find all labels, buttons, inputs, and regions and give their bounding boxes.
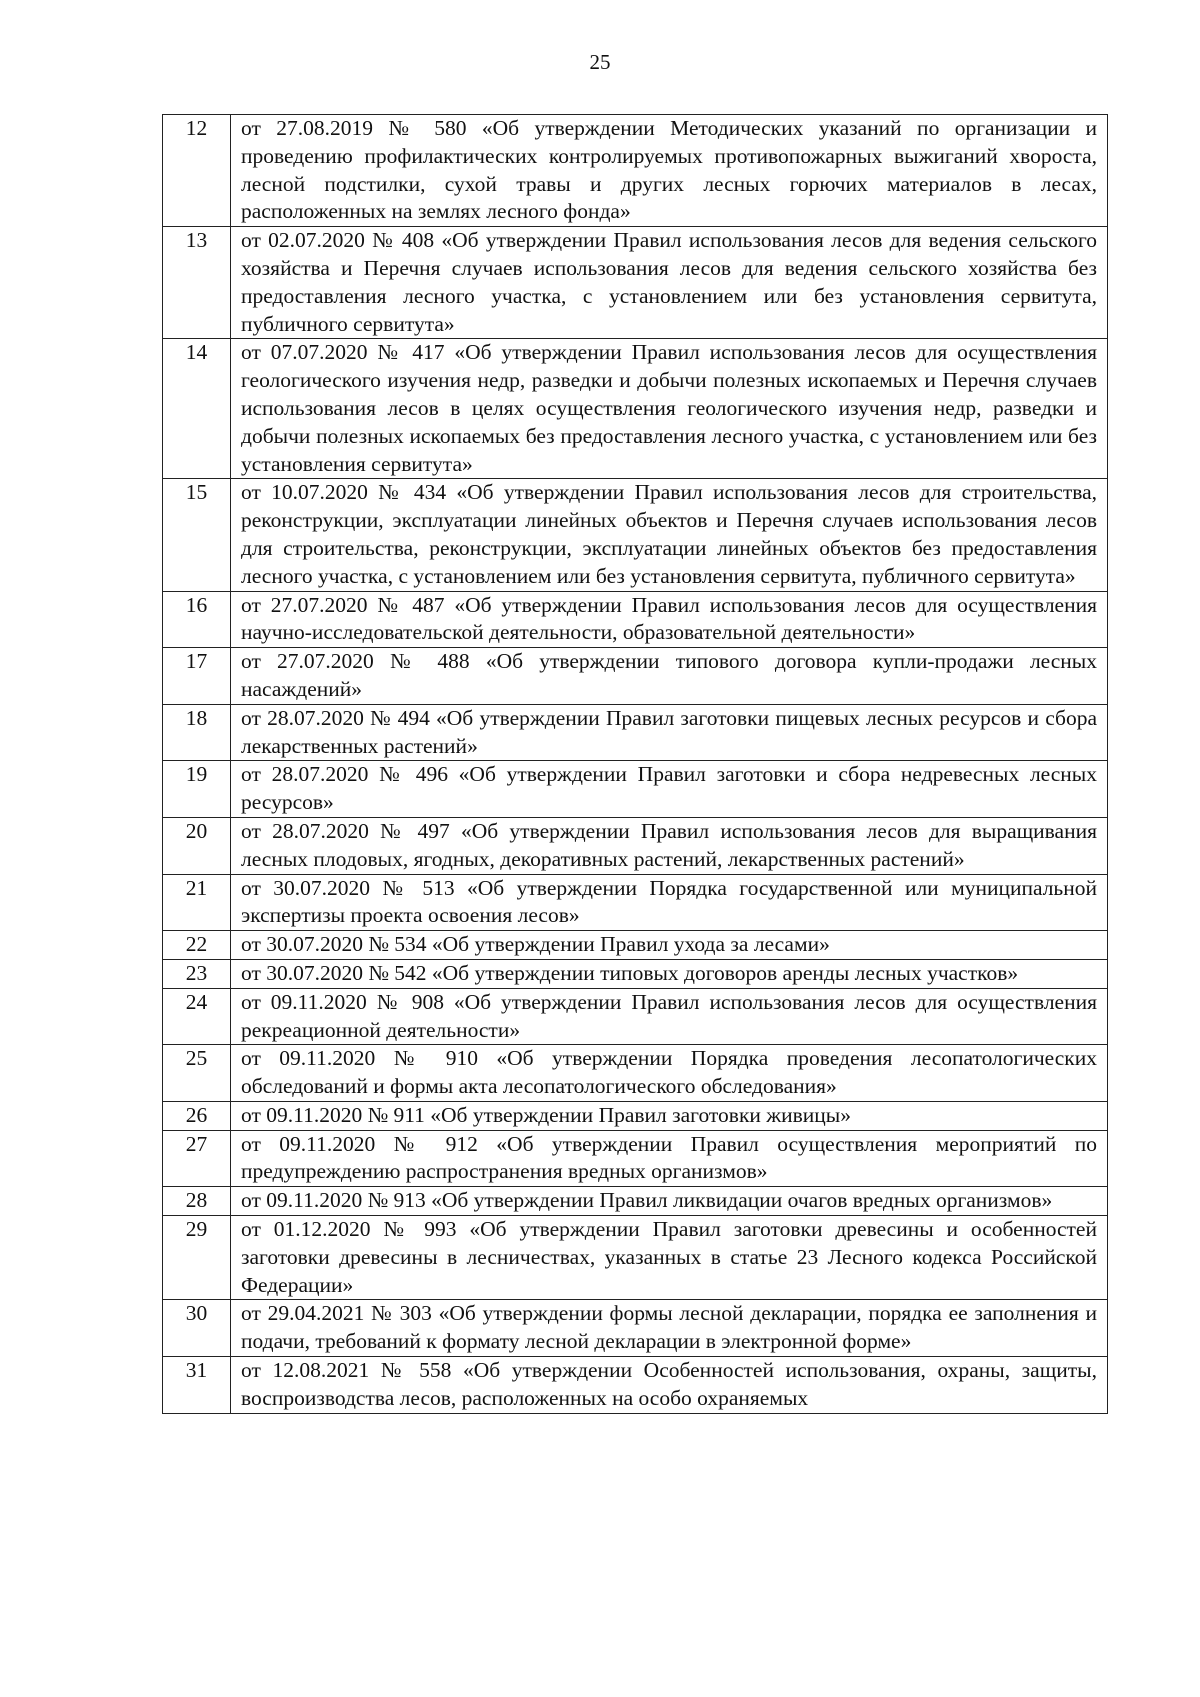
table-row: [163, 648, 1108, 705]
row-number: 24: [163, 988, 231, 1045]
row-number: 28: [163, 1187, 231, 1216]
row-text: от 29.04.2021 № 303 «Об утверждении формы лесной декларации, порядка ее заполнения и подачи, требований к формату лесной декларации в электронной форме»: [231, 1300, 1108, 1357]
table-row: [163, 817, 1108, 874]
table-row: [163, 988, 1108, 1045]
row-number: 22: [163, 931, 231, 960]
table-row: [163, 227, 1108, 339]
table-row: [163, 1357, 1108, 1414]
row-text: от 30.07.2020 № 542 «Об утверждении типовых договоров аренды лесных участков»: [231, 959, 1108, 988]
row-number: 29: [163, 1216, 231, 1300]
table-row: [163, 1101, 1108, 1130]
row-number: 14: [163, 339, 231, 479]
row-text: от 09.11.2020 № 908 «Об утверждении Правил использования лесов для осуществления рекреационной деятельности»: [231, 988, 1108, 1045]
table-row: [163, 1187, 1108, 1216]
row-text: от 30.07.2020 № 534 «Об утверждении Правил ухода за лесами»: [231, 931, 1108, 960]
table-row: [163, 1130, 1108, 1187]
table-row: [163, 1300, 1108, 1357]
table-row: [163, 591, 1108, 648]
row-text: от 09.11.2020 № 912 «Об утверждении Правил осуществления мероприятий по предупреждению распространения вредных организмов»: [231, 1130, 1108, 1187]
table-row: [163, 339, 1108, 479]
row-number: 26: [163, 1101, 231, 1130]
row-text: от 09.11.2020 № 910 «Об утверждении Порядка проведения лесопатологических обследований и формы акта лесопатологического обследования»: [231, 1045, 1108, 1102]
table-row: [163, 479, 1108, 591]
row-text: от 28.07.2020 № 497 «Об утверждении Правил использования лесов для выращивания лесных плодовых, ягодных, декоративных растений, лекарственных растений»: [231, 817, 1108, 874]
row-number: 20: [163, 817, 231, 874]
table-row: [163, 761, 1108, 818]
row-text: от 28.07.2020 № 494 «Об утверждении Правил заготовки пищевых лесных ресурсов и сбора лекарственных растений»: [231, 704, 1108, 761]
row-text: от 02.07.2020 № 408 «Об утверждении Правил использования лесов для ведения сельского хозяйства и Перечня случаев использования лесов для ведения сельского хозяйства без предоставления лесного участка, с установлением или без установления сервитута, публичного сервитута»: [231, 227, 1108, 339]
row-text: от 09.11.2020 № 911 «Об утверждении Правил заготовки живицы»: [231, 1101, 1108, 1130]
row-number: 30: [163, 1300, 231, 1357]
row-number: 12: [163, 115, 231, 227]
table-body: [163, 115, 1108, 1414]
table-row: [163, 959, 1108, 988]
row-text: от 27.08.2019 № 580 «Об утверждении Методических указаний по организации и проведению профилактических контролируемых противопожарных выжиганий хвороста, лесной подстилки, сухой травы и других лесных горючих материалов в лесах, расположенных на землях лесного фонда»: [231, 115, 1108, 227]
row-number: 31: [163, 1357, 231, 1414]
row-number: 17: [163, 648, 231, 705]
row-number: 21: [163, 874, 231, 931]
row-number: 18: [163, 704, 231, 761]
page-number: 25: [589, 50, 611, 74]
row-number: 19: [163, 761, 231, 818]
document-table: [162, 114, 1108, 1414]
row-number: 23: [163, 959, 231, 988]
table-row: [163, 1045, 1108, 1102]
row-text: от 30.07.2020 № 513 «Об утверждении Порядка государственной или муниципальной экспертизы проекта освоения лесов»: [231, 874, 1108, 931]
row-number: 25: [163, 1045, 231, 1102]
row-text: от 01.12.2020 № 993 «Об утверждении Правил заготовки древесины и особенностей заготовки древесины в лесничествах, указанных в статье 23 Лесного кодекса Российской Федерации»: [231, 1216, 1108, 1300]
row-text: от 27.07.2020 № 487 «Об утверждении Правил использования лесов для осуществления научно-исследовательской деятельности, образовательной деятельности»: [231, 591, 1108, 648]
table-row: [163, 115, 1108, 227]
row-text: от 12.08.2021 № 558 «Об утверждении Особенностей использования, охраны, защиты, воспроизводства лесов, расположенных на особо охраняемых: [231, 1357, 1108, 1414]
row-text: от 07.07.2020 № 417 «Об утверждении Правил использования лесов для осуществления геологического изучения недр, разведки и добычи полезных ископаемых и Перечня случаев использования лесов в целях осуществления геологического изучения недр, разведки и добычи полезных ископаемых без предоставления лесного участка, с установлением или без установления сервитута»: [231, 339, 1108, 479]
table-row: [163, 704, 1108, 761]
row-number: 13: [163, 227, 231, 339]
row-text: от 28.07.2020 № 496 «Об утверждении Правил заготовки и сбора недревесных лесных ресурсов»: [231, 761, 1108, 818]
row-text: от 09.11.2020 № 913 «Об утверждении Правил ликвидации очагов вредных организмов»: [231, 1187, 1108, 1216]
table-row: [163, 931, 1108, 960]
table-row: [163, 874, 1108, 931]
row-number: 27: [163, 1130, 231, 1187]
row-number: 15: [163, 479, 231, 591]
row-text: от 27.07.2020 № 488 «Об утверждении типового договора купли-продажи лесных насаждений»: [231, 648, 1108, 705]
row-text: от 10.07.2020 № 434 «Об утверждении Правил использования лесов для строительства, реконструкции, эксплуатации линейных объектов и Перечня случаев использования лесов для строительства, реконструкции, эксплуатации линейных объектов без предоставления лесного участка, с установлением или без установления сервитута, публичного сервитута»: [231, 479, 1108, 591]
table-row: [163, 1216, 1108, 1300]
row-number: 16: [163, 591, 231, 648]
